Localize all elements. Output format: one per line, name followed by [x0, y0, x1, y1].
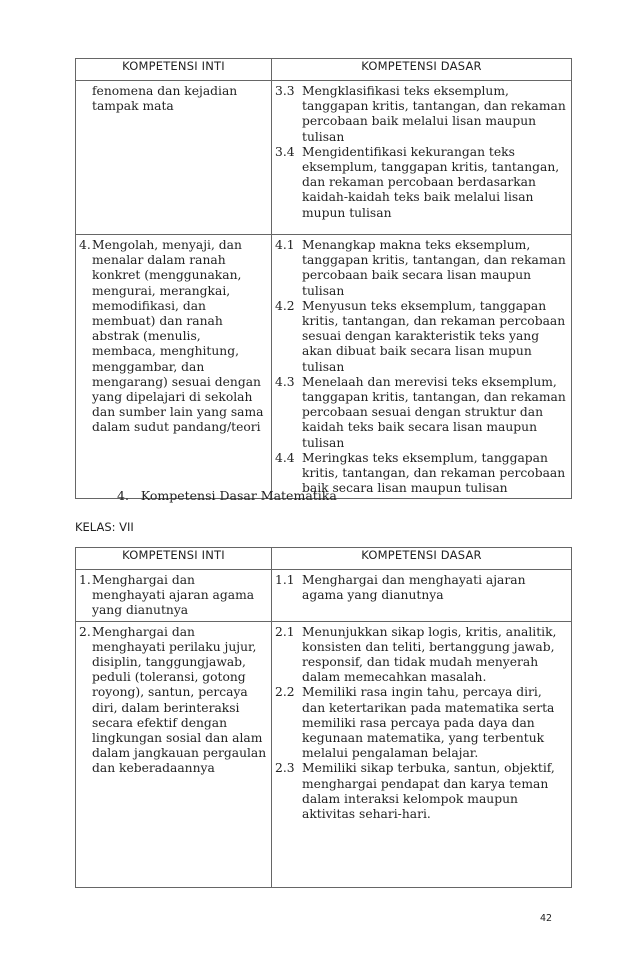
- kd-text: Memiliki rasa ingin tahu, percaya diri, dan ketertarikan pada matematika serta memiliki rasa percaya pada daya dan kegunaan matematika, yang terbentuk melalui pengalaman belajar.: [302, 685, 555, 761]
- ki-cell: [76, 81, 272, 235]
- ki-text: fenomena dan kejadian tampak mata: [92, 84, 238, 114]
- kd-item: [275, 145, 568, 221]
- ki-item: [79, 625, 268, 777]
- table-row: [76, 235, 572, 499]
- kd-number: 2.2: [275, 685, 295, 700]
- kd-number: 1.1: [275, 573, 295, 587]
- kd-item: [275, 625, 568, 686]
- kd-item: [275, 238, 568, 299]
- header-kompetensi-inti: KOMPETENSI INTI: [76, 548, 272, 570]
- table-header-row: [76, 548, 572, 570]
- kd-number: 4.4: [275, 450, 295, 465]
- kd-item: [275, 573, 568, 603]
- kd-number: 4.3: [275, 374, 295, 389]
- competency-table-1: [75, 58, 572, 499]
- kd-item: [275, 299, 568, 375]
- ki-number: 2.: [79, 624, 91, 639]
- kd-item: [275, 375, 568, 451]
- ki-number: 1.: [79, 573, 91, 587]
- kd-number: 2.1: [275, 624, 295, 639]
- ki-item: [79, 84, 268, 114]
- kd-text: Menghargai dan menghayati ajaran agama yang dianutnya: [302, 573, 526, 603]
- ki-cell: [76, 621, 272, 887]
- kd-item: [275, 761, 568, 822]
- kd-text: Mengklasifikasi teks eksemplum, tanggapan kritis, tantangan, dan rekaman percobaan baik melalui lisan maupun tulisan: [302, 84, 566, 144]
- table-row: [76, 81, 572, 235]
- kd-number: 3.4: [275, 144, 295, 159]
- kelas-label: KELAS: VII: [75, 520, 134, 534]
- section-heading: [117, 488, 337, 503]
- kd-number: 2.3: [275, 761, 295, 776]
- kd-text: Menangkap makna teks eksemplum, tanggapan kritis, tantangan, dan rekaman percobaan baik secara lisan maupun tulisan: [302, 238, 566, 298]
- ki-cell: [76, 235, 272, 499]
- kd-cell: [272, 621, 572, 887]
- kd-number: 3.3: [275, 84, 295, 98]
- ki-cell: [76, 570, 272, 622]
- kd-text: Menyusun teks eksemplum, tanggapan kritis, tantangan, dan rekaman percobaan sesuai dengan karakteristik teks yang akan dibuat baik secara lisan mupun tulisan: [302, 298, 566, 374]
- ki-item: [79, 573, 268, 619]
- kd-item: [275, 685, 568, 761]
- header-kompetensi-dasar: KOMPETENSI DASAR: [272, 548, 572, 570]
- section-number: 4.: [117, 488, 129, 503]
- kd-cell: [272, 570, 572, 622]
- kd-number: 4.1: [275, 238, 295, 252]
- competency-table-2: [75, 547, 572, 888]
- kd-number: 4.2: [275, 298, 295, 313]
- ki-number: 4.: [79, 238, 91, 252]
- section-title: Kompetensi Dasar Matematika: [140, 488, 337, 503]
- kd-cell: [272, 235, 572, 499]
- kd-item: [275, 84, 568, 145]
- ki-text: Mengolah, menyaji, dan menalar dalam ranah konkret (menggunakan, mengurai, merangkai, memodifikasi, dan membuat) dan ranah abstrak (menulis, membaca, menghitung, menggambar, dan mengarang) sesuai dengan yang dipelajari di sekolah dan sumber lain yang sama dalam sudut pandang/teori: [92, 238, 264, 435]
- header-kompetensi-dasar: KOMPETENSI DASAR: [272, 59, 572, 81]
- kd-text: Meringkas teks eksemplum, tanggapan kritis, tantangan, dan rekaman percobaan baik secara lisan maupun tulisan: [302, 450, 566, 496]
- kd-text: Memiliki sikap terbuka, santun, objektif, menghargai pendapat dan karya teman dalam interaksi kelompok maupun aktivitas sehari-hari.: [302, 761, 555, 822]
- table-header-row: [76, 59, 572, 81]
- ki-text: Menghargai dan menghayati perilaku jujur, disiplin, tanggungjawab, peduli (toleransi, gotong royong), santun, percaya diri, dalam berinteraksi secara efektif dengan lingkungan sosial dan alam dalam jangkauan pergaulan dan keberadaannya: [92, 624, 267, 776]
- table-row: [76, 621, 572, 887]
- kd-cell: [272, 81, 572, 235]
- table-row: [76, 570, 572, 622]
- kd-text: Mengidentifikasi kekurangan teks eksemplum, tanggapan kritis, tantangan, dan rekaman percobaan berdasarkan kaidah-kaidah teks baik melalui lisan mupun tulisan: [302, 144, 560, 220]
- ki-text: Menghargai dan menghayati ajaran agama yang dianutnya: [92, 573, 255, 618]
- kd-text: Menunjukkan sikap logis, kritis, analitik, konsisten dan teliti, bertanggung jawab, responsif, dan tidak mudah menyerah dalam memecahkan masalah.: [302, 624, 557, 685]
- header-kompetensi-inti: KOMPETENSI INTI: [76, 59, 272, 81]
- ki-item: [79, 238, 268, 436]
- kd-text: Menelaah dan merevisi teks eksemplum, tanggapan kritis, tantangan, dan rekaman percobaan sesuai dengan struktur dan kaidah teks baik secara lisan maupun tulisan: [302, 374, 566, 450]
- page-number: 42: [540, 913, 553, 924]
